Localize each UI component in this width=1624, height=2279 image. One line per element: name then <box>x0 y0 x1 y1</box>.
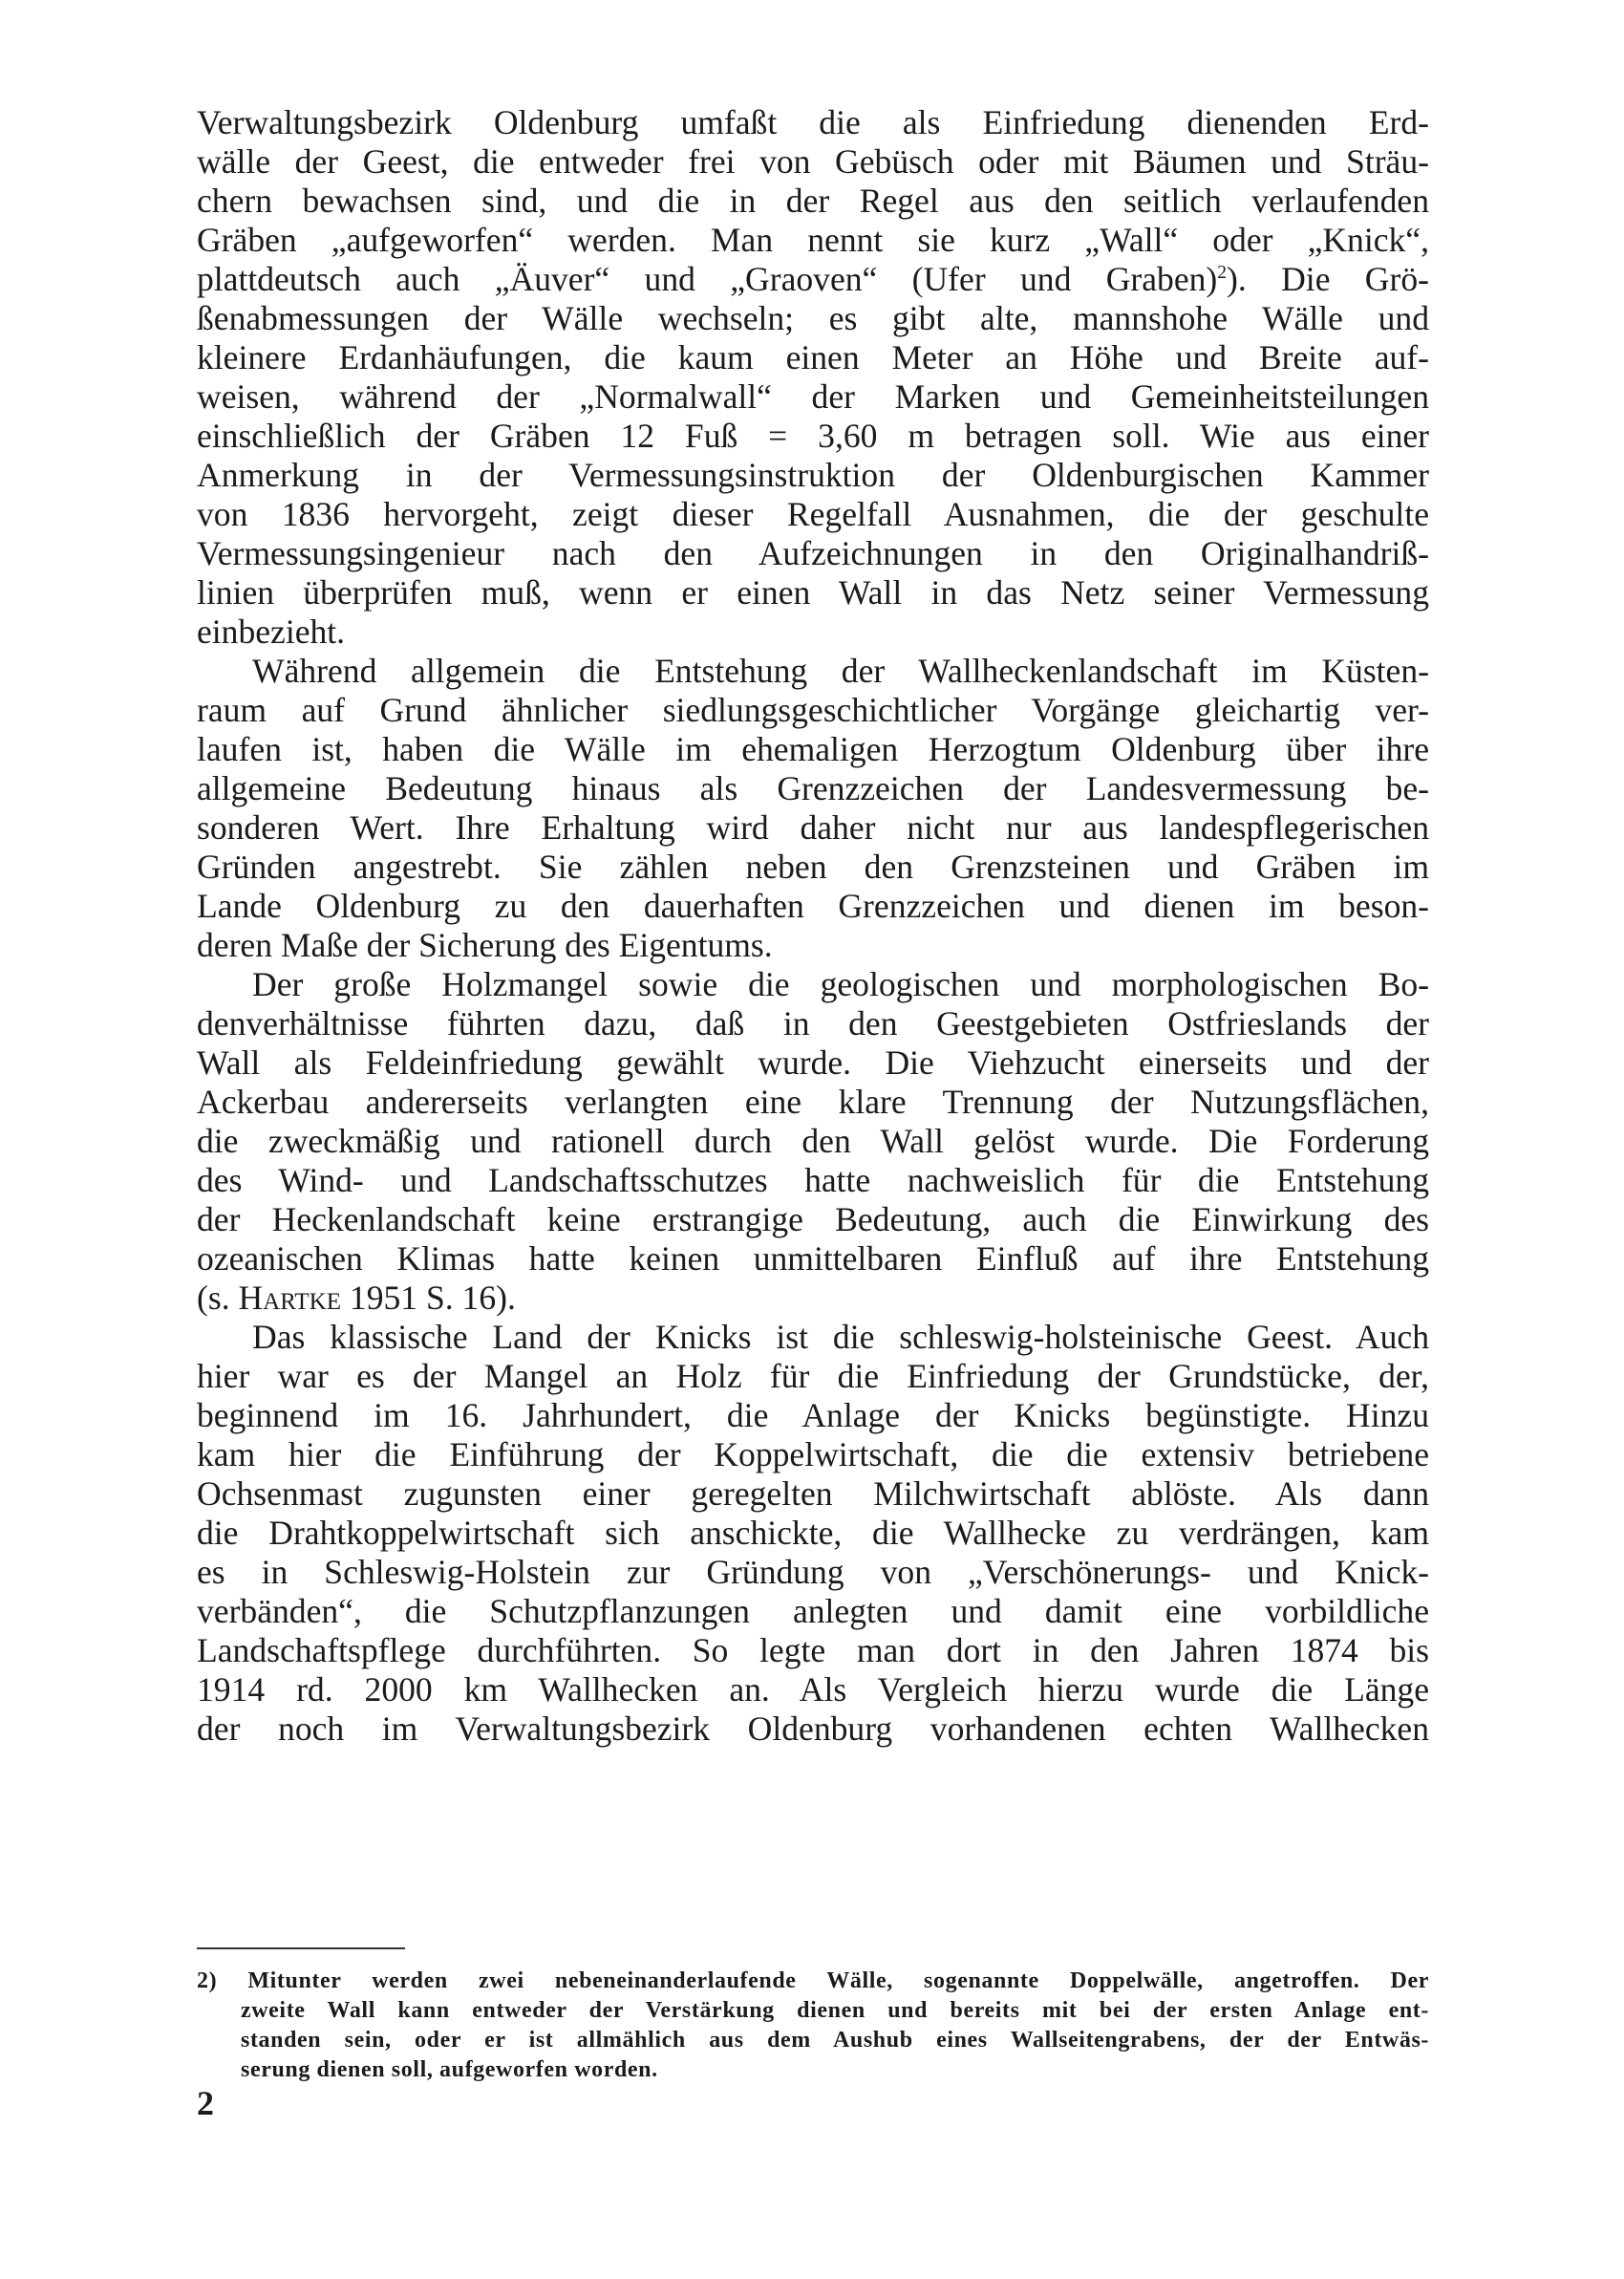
text-line: laufen ist, haben die Wälle im ehemaligen Herzogtum Oldenburg über ihre <box>197 730 1429 768</box>
page-number: 2 <box>197 2084 214 2122</box>
footnote-separator <box>197 1947 405 1949</box>
text-line: einschließlich der Gräben 12 Fuß = 3,60 m betragen soll. Wie aus einer <box>197 417 1429 455</box>
text-line: raum auf Grund ähnlicher siedlungsgeschichtlicher Vorgänge gleichartig ver- <box>197 691 1429 729</box>
footnote-reference[interactable]: 2 <box>1217 263 1228 284</box>
text-line: Ochsenmast zugunsten einer geregelten Milchwirtschaft ablöste. Als dann <box>197 1474 1429 1513</box>
text-line: Landschaftspflege durchführten. So legte man dort in den Jahren 1874 bis <box>197 1631 1429 1669</box>
text-line: linien überprüfen muß, wenn er einen Wall in das Netz seiner Vermessung <box>197 573 1429 612</box>
text-line: Ackerbau andererseits verlangten eine klare Trennung der Nutzungsflächen, <box>197 1083 1429 1121</box>
text-line: Lande Oldenburg zu den dauerhaften Grenzzeichen und dienen im beson- <box>197 887 1429 925</box>
text-line: Wall als Feldeinfriedung gewählt wurde. Die Viehzucht einerseits und der <box>197 1043 1429 1082</box>
text-line: allgemeine Bedeutung hinaus als Grenzzeichen der Landesvermessung be- <box>197 769 1429 807</box>
text-line: verbänden“, die Schutzpflanzungen anlegten und damit eine vorbildliche <box>197 1592 1429 1630</box>
text-line: Vermessungsingenieur nach den Aufzeichnungen in den Originalhandriß- <box>197 534 1429 572</box>
text-line: sonderen Wert. Ihre Erhaltung wird daher nicht nur aus landespflegerischen <box>197 808 1429 847</box>
text-line: Das klassische Land der Knicks ist die schleswig-holsteinische Geest. Auch <box>252 1318 1429 1356</box>
text-line: kam hier die Einführung der Koppelwirtschaft, die die extensiv betriebene <box>197 1435 1429 1473</box>
body-text <box>197 103 1429 1749</box>
text-line: Der große Holzmangel sowie die geologischen und morphologischen Bo- <box>252 965 1429 1003</box>
text-line: Während allgemein die Entstehung der Wallheckenlandschaft im Küsten- <box>252 652 1429 690</box>
text-line: beginnend im 16. Jahrhundert, die Anlage der Knicks begünstigte. Hinzu <box>197 1396 1429 1434</box>
text-line: der noch im Verwaltungsbezirk Oldenburg vorhandenen echten Wallhecken <box>197 1709 1429 1748</box>
text-line: Anmerkung in der Vermessungsinstruktion der Oldenburgischen Kammer <box>197 456 1429 494</box>
citation-line <box>197 1279 1429 1318</box>
text-line: ßenabmessungen der Wälle wechseln; es gibt alte, mannshohe Wälle und <box>197 299 1429 337</box>
text-line: deren Maße der Sicherung des Eigentums. <box>197 926 773 964</box>
text-line: von 1836 hervorgeht, zeigt dieser Regelfall Ausnahmen, die der geschulte <box>197 495 1429 533</box>
text-line: weisen, während der „Normalwall“ der Marken und Gemeinheitsteilungen <box>197 377 1429 416</box>
text-line: Verwaltungsbezirk Oldenburg umfaßt die als Einfriedung dienenden Erd- <box>197 103 1429 141</box>
text-line: wälle der Geest, die entweder frei von Gebüsch oder mit Bäumen und Sträu- <box>197 142 1429 181</box>
footnote-line: serung dienen soll, aufgeworfen worden. <box>241 2057 658 2082</box>
text-segment: 1951 S. 16). <box>341 1279 516 1317</box>
footnote-line <box>197 1967 1429 1996</box>
text-segment: (s. <box>197 1279 239 1317</box>
text-line: ozeanischen Klimas hatte keinen unmittelbaren Einfluß auf ihre Entstehung <box>197 1239 1429 1278</box>
footnote-line: zweite Wall kann entweder der Verstärkung dienen und bereits mit bei der ersten Anlage ent- <box>241 1998 1429 2023</box>
paragraph-4 <box>197 1318 1429 1749</box>
paragraph-3 <box>197 965 1429 1318</box>
text-line: Gräben „aufgeworfen“ werden. Man nennt sie kurz „Wall“ oder „Knick“, <box>197 221 1429 259</box>
text-line: Gründen angestrebt. Sie zählen neben den Grenzsteinen und Gräben im <box>197 848 1429 886</box>
text-line-with-footnote <box>197 260 1429 299</box>
text-segment: ). Die Grö- <box>1227 260 1429 298</box>
author-name: Hartke <box>238 1279 342 1317</box>
footnote-marker: 2) <box>197 1968 218 1993</box>
paragraph-2 <box>197 652 1429 965</box>
text-segment: plattdeutsch auch „Äuver“ und „Graoven“ (Ufer und Graben) <box>197 260 1218 298</box>
text-line: denverhältnisse führten dazu, daß in den Geestgebieten Ostfrieslands der <box>197 1004 1429 1043</box>
text-line: 1914 rd. 2000 km Wallhecken an. Als Vergleich hierzu wurde die Länge <box>197 1670 1429 1709</box>
text-line: die zweckmäßig und rationell durch den Wall gelöst wurde. Die Forderung <box>197 1122 1429 1160</box>
footnote-text: Mitunter werden zwei nebeneinanderlaufende Wälle, sogenannte Doppelwälle, angetroffen. Der <box>247 1968 1429 1993</box>
text-line: der Heckenlandschaft keine erstrangige Bedeutung, auch die Einwirkung des <box>197 1200 1429 1238</box>
text-line: einbezieht. <box>197 613 346 651</box>
text-line: des Wind- und Landschaftsschutzes hatte nachweislich für die Entstehung <box>197 1161 1429 1199</box>
text-line: chern bewachsen sind, und die in der Regel aus den seitlich verlaufenden <box>197 182 1429 220</box>
paragraph-1 <box>197 103 1429 652</box>
footnote <box>197 1967 1429 2085</box>
footnote-line: standen sein, oder er ist allmählich aus dem Aushub eines Wallseitengrabens, der der Entwäs- <box>241 2028 1429 2053</box>
text-line: kleinere Erdanhäufungen, die kaum einen Meter an Höhe und Breite auf- <box>197 338 1429 376</box>
text-line: hier war es der Mangel an Holz für die Einfriedung der Grundstücke, der, <box>197 1357 1429 1395</box>
text-line: es in Schleswig-Holstein zur Gründung von „Verschönerungs- und Knick- <box>197 1553 1429 1591</box>
text-line: die Drahtkoppelwirtschaft sich anschickte, die Wallhecke zu verdrängen, kam <box>197 1514 1429 1552</box>
